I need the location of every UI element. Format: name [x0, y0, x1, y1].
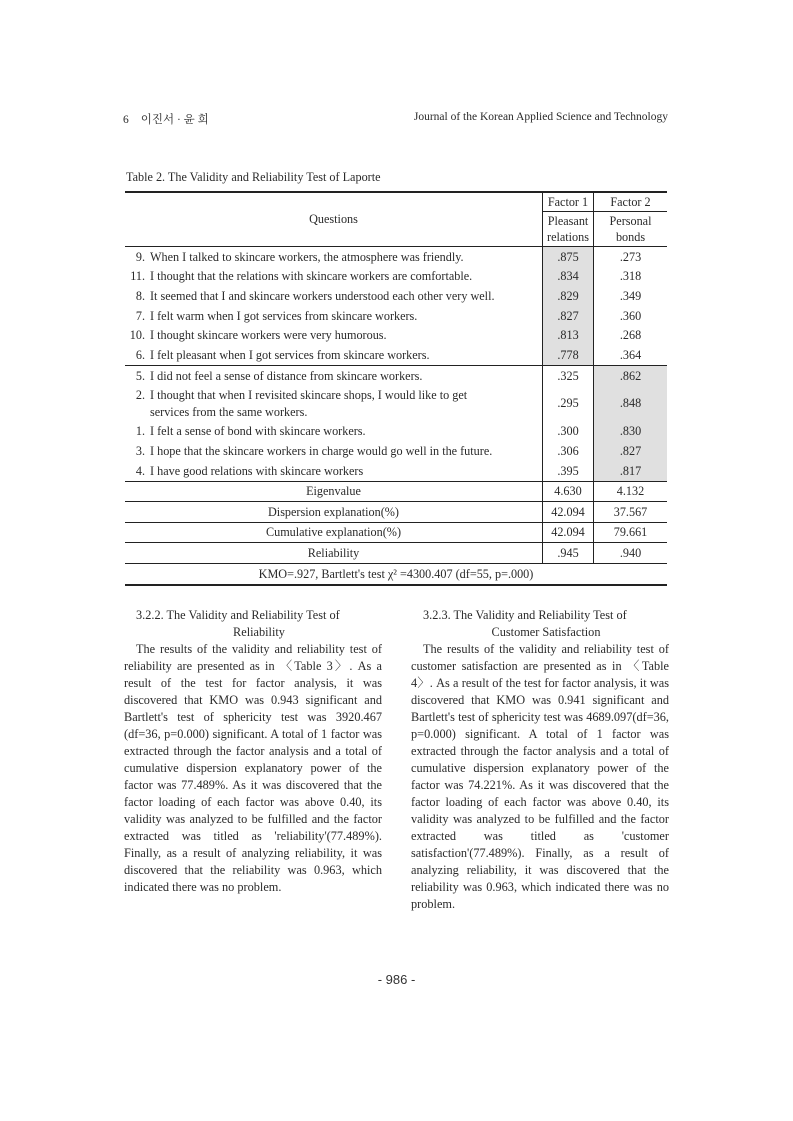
- stat-row-dispersion: [125, 502, 667, 523]
- table-row: [125, 306, 667, 326]
- question-number: 3.: [135, 444, 145, 459]
- section-body: The results of the validity and reliability test of customer satisfaction are presented as in 〈Table 4〉. As a result of the test for factor analysis, it was discovered that KMO was 0.941 significant and Bartlett's test of sphericity test was 4689.097(df=36, p=0.000) significant. A total of 1 factor was extracted through the factor analysis and a total of cumulative dispersion explanatory power of the factor was 74.221%. As it was discovered that the factor loading of each factor was above 0.40, its validity was analyzed to be fulfilled and the factor extracted was titled as 'customer satisfaction'(77.489%). Finally, as a result of analyzing reliability, it was discovered that the reliability was 0.963, which indicated there was no problem.: [411, 642, 669, 911]
- header-left: [123, 111, 221, 127]
- question-number: 7.: [135, 308, 145, 323]
- factor2-loading: .349: [594, 286, 668, 306]
- question-number: 5.: [135, 368, 145, 383]
- stat-label: Reliability: [125, 543, 543, 564]
- question-cell: [125, 461, 543, 481]
- factor2-loading: .830: [594, 422, 668, 442]
- question-cell: [125, 306, 543, 326]
- stat-factor1: 4.630: [543, 481, 594, 502]
- section-heading-line1: 3.2.2. The Validity and Reliability Test of: [136, 608, 340, 622]
- stat-factor1: 42.094: [543, 502, 594, 523]
- factor1-loading: .395: [543, 461, 594, 481]
- question-number: 11.: [130, 269, 145, 284]
- factor2-loading: .273: [594, 247, 668, 267]
- question-text: I thought skincare workers were very humorous.: [150, 328, 387, 343]
- table-row: [125, 345, 667, 365]
- section-heading-line1: 3.2.3. The Validity and Reliability Test of: [423, 608, 627, 622]
- factor1-loading: .829: [543, 286, 594, 306]
- section-heading-line2: Customer Satisfaction: [491, 625, 601, 639]
- question-text: I have good relations with skincare workers: [150, 463, 364, 478]
- section-heading: [411, 607, 669, 641]
- running-header: [123, 111, 668, 127]
- header-journal-title: Journal of the Korean Applied Science and Technology: [413, 111, 668, 123]
- factor1-loading: .834: [543, 267, 594, 287]
- stat-factor2: .940: [594, 543, 668, 564]
- question-number: 4.: [135, 463, 145, 478]
- stat-factor1: .945: [543, 543, 594, 564]
- factor1-name-line1: Pleasant: [547, 214, 589, 228]
- stat-factor2: 4.132: [594, 481, 668, 502]
- factor1-name: [543, 212, 594, 247]
- factor2-name: [594, 212, 668, 247]
- question-number: 9.: [135, 249, 145, 264]
- question-text: I thought that when I revisited skincare shops, I would like to get: [150, 387, 468, 402]
- question-cell: [125, 286, 543, 306]
- header-authors: 이진서 · 윤 희: [140, 114, 209, 126]
- factor1-loading: .295: [543, 386, 594, 422]
- section-heading-line2: Reliability: [233, 625, 285, 639]
- section-reliability: [124, 607, 382, 896]
- question-cell: [125, 422, 543, 442]
- question-number: 1.: [135, 424, 145, 439]
- question-text: I did not feel a sense of distance from skincare workers.: [150, 368, 423, 383]
- question-cell: [125, 366, 543, 386]
- table-row: [125, 286, 667, 306]
- stat-factor2: 37.567: [594, 502, 668, 523]
- factor2-loading: .827: [594, 442, 668, 462]
- table-row: [125, 442, 667, 462]
- factor1-loading: .325: [543, 366, 594, 386]
- table-row: [125, 386, 667, 422]
- factor2-loading: .360: [594, 306, 668, 326]
- table-row: [125, 326, 667, 346]
- stat-factor1: 42.094: [543, 522, 594, 543]
- question-text: I felt a sense of bond with skincare workers.: [150, 424, 366, 439]
- stat-row-reliability: [125, 543, 667, 564]
- stat-factor2: 79.661: [594, 522, 668, 543]
- question-cell: [125, 267, 543, 287]
- question-text: It seemed that I and skincare workers understood each other very well.: [150, 288, 495, 303]
- factor2-loading: .862: [594, 366, 668, 386]
- factor2-loading: .848: [594, 386, 668, 422]
- factor2-header: Factor 2: [594, 192, 668, 212]
- kmo-row: [125, 563, 667, 585]
- question-text: When I talked to skincare workers, the atmosphere was friendly.: [150, 249, 464, 264]
- factor2-name-line2: bonds: [615, 230, 646, 244]
- table-row: [125, 461, 667, 481]
- question-cell: [125, 247, 543, 267]
- stat-row-eigenvalue: [125, 481, 667, 502]
- question-text: I felt pleasant when I got services from skincare workers.: [150, 347, 430, 362]
- question-cell: [125, 386, 543, 422]
- question-cell: [125, 442, 543, 462]
- question-text: I hope that the skincare workers in charge would go well in the future.: [150, 444, 493, 459]
- page-folio: - 986 -: [377, 972, 416, 987]
- table-row: [125, 422, 667, 442]
- table-row: [125, 267, 667, 287]
- section-customer-satisfaction: [411, 607, 669, 913]
- question-cell: [125, 326, 543, 346]
- factor2-loading: .268: [594, 326, 668, 346]
- table-row: [125, 366, 667, 386]
- factor1-header: Factor 1: [543, 192, 594, 212]
- question-number: 6.: [135, 347, 145, 362]
- factor1-loading: .875: [543, 247, 594, 267]
- stat-label: Cumulative explanation(%): [125, 522, 543, 543]
- factor1-loading: .813: [543, 326, 594, 346]
- header-page-number: 6: [123, 114, 129, 126]
- table-row: [125, 247, 667, 267]
- factor-table: [125, 191, 667, 586]
- question-text-continued: services from the same workers.: [150, 404, 308, 419]
- stat-row-cumulative: [125, 522, 667, 543]
- question-number: 10.: [129, 328, 145, 343]
- kmo-note: KMO=.927, Bartlett's test χ² =4300.407 (df=55, p=.000): [125, 563, 667, 585]
- section-body: The results of the validity and reliability test of reliability are presented as in 〈Table 3〉. As a result of the test for factor analysis, it was discovered that KMO was 0.943 significant and Bartlett's test of sphericity test was 3920.467 (df=36, p=0.000) significant. A total of 1 factor was extracted through the factor analysis and a total of cumulative dispersion explanatory power of the factor was 77.489%. As it was discovered that the factor loading of each factor was above 0.40, its validity was analyzed to be fulfilled and the factor extracted was titled as 'reliability'(77.489%). Finally, as a result of analyzing reliability, it was discovered that the reliability was 0.963, which indicated there was no problem.: [124, 642, 382, 894]
- questions-header: Questions: [125, 192, 543, 247]
- factor1-name-line2: relations: [547, 230, 589, 244]
- stat-label: Eigenvalue: [125, 481, 543, 502]
- section-heading: [124, 607, 382, 641]
- question-number: 8.: [135, 288, 145, 303]
- question-text: I felt warm when I got services from skincare workers.: [150, 308, 418, 323]
- factor1-loading: .778: [543, 345, 594, 365]
- factor1-loading: .306: [543, 442, 594, 462]
- factor2-loading: .318: [594, 267, 668, 287]
- factor1-loading: .827: [543, 306, 594, 326]
- factor2-loading: .364: [594, 345, 668, 365]
- question-number: 2.: [135, 387, 145, 402]
- factor2-name-line1: Personal: [609, 214, 652, 228]
- stat-label: Dispersion explanation(%): [125, 502, 543, 523]
- question-text: I thought that the relations with skincare workers are comfortable.: [150, 269, 473, 284]
- question-cell: [125, 345, 543, 365]
- factor2-loading: .817: [594, 461, 668, 481]
- table-caption: Table 2. The Validity and Reliability Test of Laporte: [126, 170, 381, 184]
- factor1-loading: .300: [543, 422, 594, 442]
